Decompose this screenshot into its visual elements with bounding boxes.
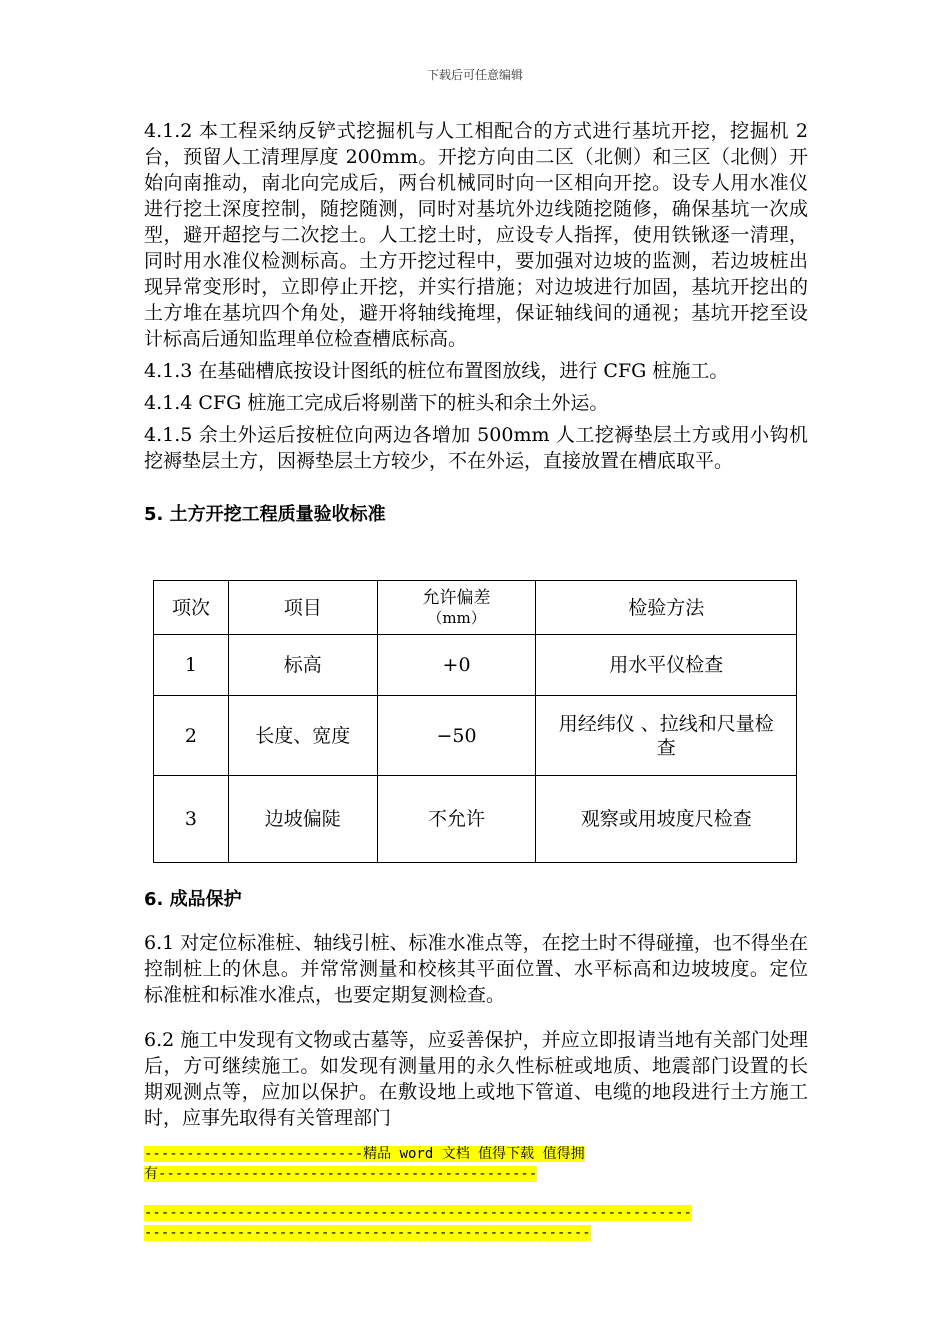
row-tolerance: +0 xyxy=(377,635,536,696)
paragraph-6-1: 6.1 对定位标准桩、轴线引桩、标准水准点等，在挖土时不得碰撞，也不得坐在控制桩上的休息。并常常测量和校核其平面位置、水平标高和边坡坡度。定位标准桩和标准水准点，也要定期复测检查。 xyxy=(144,932,808,1006)
footer-line-3: ----------------------------------------------------------------- xyxy=(144,1205,692,1221)
header-item: 项目 xyxy=(228,581,377,635)
footer-line-4: ----------------------------------------------------- xyxy=(144,1225,591,1241)
row-method: 用水平仪检查 xyxy=(536,635,797,696)
section-6 xyxy=(144,885,808,1131)
page-header: 下载后可任意编辑 xyxy=(426,68,523,82)
row-tolerance: −50 xyxy=(377,696,536,776)
table-header-row xyxy=(154,581,797,635)
paragraph-4-1-3: 4.1.3 在基础槽底按设计图纸的桩位布置图放线，进行 CFG 桩施工。 xyxy=(144,360,729,382)
row-no: 1 xyxy=(154,635,229,696)
row-no: 3 xyxy=(154,776,229,863)
quality-standard-table xyxy=(153,580,797,863)
row-item: 长度、宽度 xyxy=(228,696,377,776)
row-item: 标高 xyxy=(228,635,377,696)
paragraph-4-1-4: 4.1.4 CFG 桩施工完成后将剔凿下的桩头和余土外运。 xyxy=(144,392,609,414)
row-method: 用经纬仪 、拉线和尺量检查 xyxy=(536,696,797,776)
row-tolerance: 不允许 xyxy=(377,776,536,863)
header-tolerance-unit: （mm） xyxy=(427,608,486,627)
paragraph-4-1-5: 4.1.5 余土外运后按桩位向两边各增加 500mm 人工挖褥垫层土方或用小钩机挖褥垫层土方，因褥垫层土方较少，不在外运，直接放置在槽底取平。 xyxy=(144,424,808,472)
paragraph-4-1-2: 4.1.2 本工程采纳反铲式挖掘机与人工相配合的方式进行基坑开挖，挖掘机 2 台，预留人工清理厚度 200mm。开挖方向由二区（北侧）和三区（北侧）开始向南推动，南北向完成后，两台机械同时向一区相向开挖。设专人用水准仪进行挖土深度控制，随挖随测，同时对基坑外边线随挖随修，确保基坑一次成型，避开超挖与二次挖土。人工挖土时，应设专人指挥，使用铁锹逐一清理，同时用水准仪检测标高。土方开挖过程中，要加强对边坡的监测，若边坡桩出现异常变形时，立即停止开挖，并实行措施；对边坡进行加固，基坑开挖出的土方堆在基坑四个角处，避开将轴线掩埋，保证轴线间的通视；基坑开挖至设计标高后通知监理单位检查槽底标高。 xyxy=(144,120,808,350)
row-no: 2 xyxy=(154,696,229,776)
footer-watermark xyxy=(144,1144,808,1184)
table-row xyxy=(154,696,797,776)
section-5-title: 5. 土方开挖工程质量验收标准 xyxy=(144,504,386,525)
row-method: 观察或用坡度尺检查 xyxy=(536,776,797,863)
table-row xyxy=(154,776,797,863)
section-6-title: 6. 成品保护 xyxy=(144,889,242,910)
footer-divider xyxy=(144,1203,808,1243)
document-body xyxy=(144,118,808,526)
table-row xyxy=(154,635,797,696)
header-item-no: 项次 xyxy=(154,581,229,635)
row-item: 边坡偏陡 xyxy=(228,776,377,863)
header-method: 检验方法 xyxy=(536,581,797,635)
footer-line-2: 有--------------------------------------------- xyxy=(144,1166,538,1182)
header-tolerance xyxy=(377,581,536,635)
paragraph-6-2: 6.2 施工中发现有文物或古墓等，应妥善保护，并应立即报请当地有关部门处理后，方可继续施工。如发现有测量用的永久性标桩或地质、地震部门设置的长期观测点等，应加以保护。在敷设地上或地下管道、电缆的地段进行土方施工时，应事先取得有关管理部门 xyxy=(144,1029,808,1129)
header-tolerance-label: 允许偏差 xyxy=(422,587,491,608)
footer-line-1: --------------------------精品 word 文档 值得下载 值得拥 xyxy=(144,1146,585,1162)
